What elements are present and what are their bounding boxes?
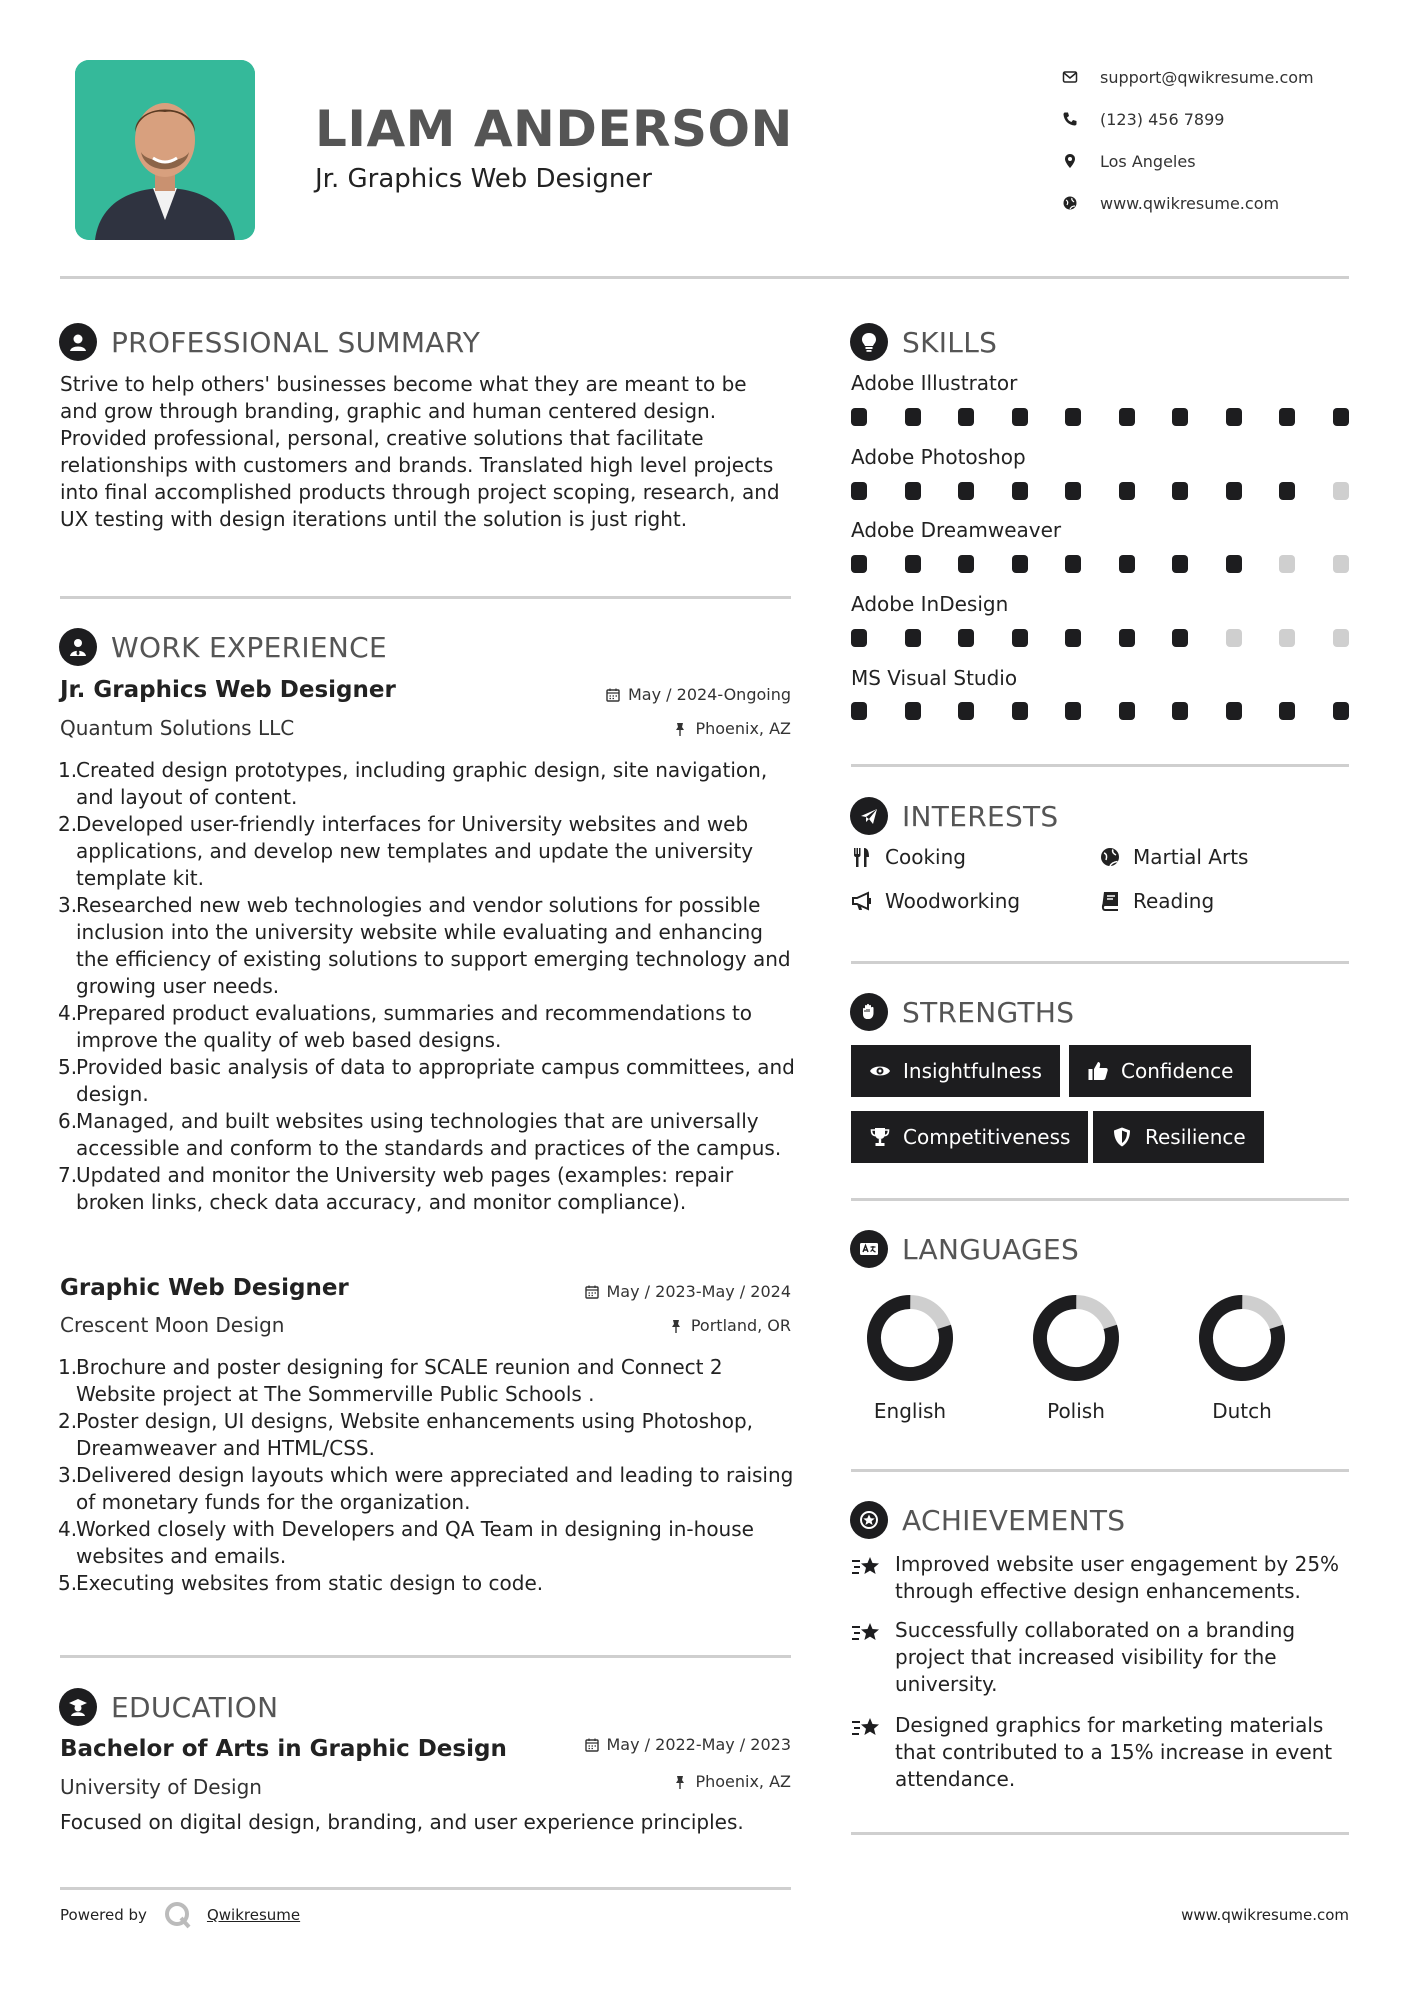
education-heading bbox=[59, 1688, 278, 1726]
profile-photo bbox=[75, 60, 255, 240]
rating-dot-empty bbox=[1333, 629, 1349, 647]
rating-dot-filled bbox=[1065, 482, 1081, 500]
achievement-item: Successfully collaborated on a branding project that increased visibility for the university. bbox=[851, 1617, 1349, 1698]
contact-list bbox=[1062, 56, 1362, 224]
strength-insightfulness: Insightfulness bbox=[851, 1045, 1060, 1097]
rating-dot-filled bbox=[905, 702, 921, 720]
rating-dot-filled bbox=[958, 408, 974, 426]
list-item: 5. Executing websites from static design to code. bbox=[58, 1571, 544, 1595]
interest-cooking: Cooking bbox=[851, 845, 966, 869]
strength-competitiveness: Competitiveness bbox=[851, 1111, 1088, 1163]
education-date-text: May / 2022-May / 2023 bbox=[606, 1735, 791, 1754]
rating-dot-filled bbox=[1012, 408, 1028, 426]
rating-dot-empty bbox=[1279, 629, 1295, 647]
shooting-star-icon bbox=[851, 1714, 883, 1742]
bullhorn-icon bbox=[851, 890, 873, 912]
ring-fill bbox=[1031, 1293, 1121, 1383]
calendar-icon bbox=[585, 1285, 599, 1299]
powered-by-label: Powered by bbox=[60, 1906, 147, 1924]
achievements-heading bbox=[850, 1501, 1125, 1539]
pushpin-icon bbox=[673, 1775, 687, 1789]
list-item: 2. Developed user-friendly interfaces for University websites and web applications, and develop new templates and update the university template kit. bbox=[58, 812, 754, 890]
book-icon bbox=[1099, 890, 1121, 912]
rating-dot-filled bbox=[1226, 702, 1242, 720]
footer-powered-by bbox=[60, 1900, 300, 1930]
skill-rating-visual-studio bbox=[851, 702, 1349, 720]
summary-divider bbox=[60, 596, 791, 599]
list-item: 2. Poster design, UI designs, Website enhancements using Photoshop, Dreamweaver and HTML/CSS. bbox=[58, 1409, 754, 1460]
rating-dot-filled bbox=[1065, 555, 1081, 573]
job-1-title: Jr. Graphics Web Designer bbox=[60, 677, 396, 703]
languages-title: LANGUAGES bbox=[902, 1232, 1080, 1266]
languages-divider bbox=[851, 1469, 1349, 1472]
language-name: Dutch bbox=[1212, 1399, 1272, 1423]
work-heading bbox=[59, 628, 387, 666]
rating-dot-filled bbox=[1172, 629, 1188, 647]
education-date bbox=[585, 1735, 792, 1754]
list-item: 5. Provided basic analysis of data to appropriate campus committees, and design. bbox=[58, 1055, 795, 1106]
list-item: 6. Managed, and built websites using technologies that are universally accessible and conform to the standards and practices of the campus. bbox=[58, 1109, 782, 1160]
skill-rating-photoshop bbox=[851, 482, 1349, 500]
achievements-divider bbox=[851, 1832, 1349, 1835]
rating-dot-filled bbox=[1119, 408, 1135, 426]
candidate-role: Jr. Graphics Web Designer bbox=[315, 164, 652, 194]
summary-text: Strive to help others' businesses become what they are meant to be and grow through branding, graphic and human centered design. Provided professional, personal, creative solutions that facilitate relationships with customers and brands. Translated high level projects into final accomplished products through project scoping, research, and UX testing with design iterations until the solution is just right. bbox=[60, 372, 780, 531]
interest-woodworking: Woodworking bbox=[851, 889, 1020, 913]
education-location-text: Phoenix, AZ bbox=[695, 1772, 791, 1791]
contact-location-text: Los Angeles bbox=[1100, 151, 1196, 171]
rating-dot-filled bbox=[958, 555, 974, 573]
job-1-location bbox=[673, 719, 791, 738]
skill-name: Adobe InDesign bbox=[851, 592, 1009, 616]
job-1-date-text: May / 2024-Ongoing bbox=[628, 685, 791, 704]
pushpin-icon bbox=[673, 722, 687, 736]
interests-title: INTERESTS bbox=[902, 799, 1059, 833]
qwikresume-link[interactable]: Qwikresume bbox=[206, 1906, 301, 1924]
rating-dot-empty bbox=[1333, 555, 1349, 573]
job-1-duties bbox=[58, 757, 798, 1216]
rating-dot-filled bbox=[1012, 482, 1028, 500]
language-name: English bbox=[873, 1399, 947, 1423]
skills-divider bbox=[851, 764, 1349, 767]
phone-icon bbox=[1062, 111, 1100, 127]
trophy-icon bbox=[869, 1126, 891, 1148]
education-school: University of Design bbox=[60, 1775, 262, 1799]
rating-dot-filled bbox=[1172, 555, 1188, 573]
achievement-item: Designed graphics for marketing materials that contributed to a 15% increase in event attendance. bbox=[851, 1712, 1349, 1793]
education-location bbox=[673, 1772, 791, 1791]
strength-resilience: Resilience bbox=[1093, 1111, 1264, 1163]
skills-heading bbox=[850, 323, 997, 361]
pushpin-icon bbox=[669, 1319, 683, 1333]
header-divider bbox=[60, 276, 1349, 279]
rating-dot-filled bbox=[851, 629, 867, 647]
work-title: WORK EXPERIENCE bbox=[111, 630, 387, 664]
skill-name: Adobe Illustrator bbox=[851, 371, 1018, 395]
rating-dot-filled bbox=[1012, 555, 1028, 573]
interest-reading: Reading bbox=[1099, 889, 1214, 913]
summary-title: PROFESSIONAL SUMMARY bbox=[111, 325, 481, 359]
skill-rating-indesign bbox=[851, 629, 1349, 647]
rating-dot-filled bbox=[1172, 482, 1188, 500]
rating-dot-filled bbox=[1333, 702, 1349, 720]
list-item: 4. Worked closely with Developers and QA Team in designing in-house websites and emails. bbox=[58, 1517, 754, 1568]
user-icon bbox=[59, 323, 97, 361]
language-dutch bbox=[1182, 1293, 1302, 1423]
job-2-location-text: Portland, OR bbox=[690, 1316, 791, 1335]
envelope-icon bbox=[1062, 69, 1100, 85]
rating-dot-filled bbox=[1226, 408, 1242, 426]
job-2-location bbox=[669, 1316, 791, 1335]
list-item: 3. Researched new web technologies and vendor solutions for possible inclusion into the university website while evaluating and enhancing the efficiency of existing solutions to support emerging technology and growing user needs. bbox=[58, 893, 791, 998]
qwikresume-logo-icon bbox=[163, 1900, 193, 1930]
rating-dot-filled bbox=[958, 629, 974, 647]
rating-dot-filled bbox=[905, 482, 921, 500]
rating-dot-filled bbox=[1172, 702, 1188, 720]
rating-dot-filled bbox=[851, 408, 867, 426]
rating-dot-filled bbox=[905, 408, 921, 426]
skills-title: SKILLS bbox=[902, 325, 998, 359]
job-2-date-text: May / 2023-May / 2024 bbox=[606, 1282, 791, 1301]
rating-dot-filled bbox=[1333, 408, 1349, 426]
calendar-icon bbox=[606, 688, 620, 702]
paper-plane-icon bbox=[850, 797, 888, 835]
proficiency-ring bbox=[865, 1293, 955, 1383]
interests-heading bbox=[850, 797, 1059, 835]
thumbs-up-icon bbox=[1087, 1060, 1109, 1082]
strengths-title: STRENGTHS bbox=[902, 995, 1075, 1029]
candidate-name: LIAM ANDERSON bbox=[315, 100, 793, 158]
job-1-location-text: Phoenix, AZ bbox=[695, 719, 791, 738]
rating-dot-filled bbox=[905, 629, 921, 647]
shooting-star-icon bbox=[851, 1619, 883, 1647]
job-2-date bbox=[585, 1282, 792, 1301]
language-name: Polish bbox=[1047, 1399, 1105, 1423]
strengths-heading bbox=[850, 993, 1074, 1031]
language-english bbox=[850, 1293, 970, 1423]
job-1-company: Quantum Solutions LLC bbox=[60, 716, 295, 740]
skill-rating-dreamweaver bbox=[851, 555, 1349, 573]
rating-dot-filled bbox=[1012, 629, 1028, 647]
skill-name: Adobe Photoshop bbox=[851, 445, 1026, 469]
contact-phone[interactable] bbox=[1062, 98, 1362, 140]
graduate-icon bbox=[59, 1688, 97, 1726]
rating-dot-filled bbox=[1172, 408, 1188, 426]
rating-dot-filled bbox=[958, 482, 974, 500]
contact-phone-text: (123) 456 7899 bbox=[1100, 109, 1225, 129]
achievements-title: ACHIEVEMENTS bbox=[902, 1503, 1126, 1537]
rating-dot-filled bbox=[851, 702, 867, 720]
interests-divider bbox=[851, 961, 1349, 964]
rating-dot-filled bbox=[1226, 482, 1242, 500]
education-description: Focused on digital design, branding, and user experience principles. bbox=[60, 1810, 744, 1834]
contact-location bbox=[1062, 140, 1362, 182]
strengths-divider bbox=[851, 1198, 1349, 1201]
rating-dot-filled bbox=[851, 482, 867, 500]
list-item: 3. Delivered design layouts which were appreciated and leading to raising of monetary funds for the organization. bbox=[58, 1463, 794, 1514]
list-item: 1. Created design prototypes, including graphic design, site navigation, and layout of content. bbox=[58, 758, 768, 809]
skill-name: MS Visual Studio bbox=[851, 666, 1018, 690]
contact-website-text: www.qwikresume.com bbox=[1100, 193, 1280, 213]
rating-dot-filled bbox=[958, 702, 974, 720]
skill-rating-illustrator bbox=[851, 408, 1349, 426]
rating-dot-filled bbox=[1119, 629, 1135, 647]
interest-martial-arts: Martial Arts bbox=[1099, 845, 1248, 869]
fist-icon bbox=[850, 993, 888, 1031]
proficiency-ring bbox=[1197, 1293, 1287, 1383]
job-2-duties bbox=[58, 1354, 798, 1597]
education-title: EDUCATION bbox=[111, 1690, 279, 1724]
proficiency-ring bbox=[1031, 1293, 1121, 1383]
list-item: 4. Prepared product evaluations, summaries and recommendations to improve the quality of web based designs. bbox=[58, 1001, 753, 1052]
utensils-icon bbox=[851, 846, 873, 868]
language-polish bbox=[1016, 1293, 1136, 1423]
footer-url[interactable]: www.qwikresume.com bbox=[1181, 1906, 1349, 1924]
languages-heading bbox=[850, 1230, 1079, 1268]
job-2-title: Graphic Web Designer bbox=[60, 1275, 349, 1301]
lightbulb-icon bbox=[850, 323, 888, 361]
ring-fill bbox=[865, 1293, 955, 1383]
strength-confidence: Confidence bbox=[1069, 1045, 1251, 1097]
rating-dot-filled bbox=[1065, 702, 1081, 720]
rating-dot-filled bbox=[1119, 702, 1135, 720]
user-tie-icon bbox=[59, 628, 97, 666]
rating-dot-filled bbox=[1065, 408, 1081, 426]
rating-dot-filled bbox=[1119, 555, 1135, 573]
eye-icon bbox=[869, 1060, 891, 1082]
list-item: 7. Updated and monitor the University web pages (examples: repair broken links, check data accuracy, and monitor compliance). bbox=[58, 1163, 734, 1214]
calendar-icon bbox=[585, 1738, 599, 1752]
job-2-company: Crescent Moon Design bbox=[60, 1313, 285, 1337]
shield-icon bbox=[1111, 1126, 1133, 1148]
rating-dot-filled bbox=[1226, 555, 1242, 573]
rating-dot-empty bbox=[1279, 555, 1295, 573]
rating-dot-filled bbox=[1279, 482, 1295, 500]
shooting-star-icon bbox=[851, 1553, 883, 1581]
work-divider bbox=[60, 1655, 791, 1658]
rating-dot-filled bbox=[1279, 408, 1295, 426]
rating-dot-filled bbox=[851, 555, 867, 573]
rating-dot-empty bbox=[1333, 482, 1349, 500]
rating-dot-empty bbox=[1226, 629, 1242, 647]
globe-icon bbox=[1099, 846, 1121, 868]
footer-divider bbox=[60, 1887, 791, 1890]
skill-name: Adobe Dreamweaver bbox=[851, 518, 1062, 542]
achievement-item: Improved website user engagement by 25% through effective design enhancements. bbox=[851, 1551, 1349, 1605]
rating-dot-filled bbox=[1279, 702, 1295, 720]
ring-fill bbox=[1197, 1293, 1287, 1383]
rating-dot-filled bbox=[1012, 702, 1028, 720]
education-degree: Bachelor of Arts in Graphic Design bbox=[60, 1736, 507, 1762]
rating-dot-filled bbox=[1119, 482, 1135, 500]
globe-icon bbox=[1062, 195, 1100, 211]
map-pin-icon bbox=[1062, 153, 1100, 169]
star-badge-icon bbox=[850, 1501, 888, 1539]
list-item: 1. Brochure and poster designing for SCALE reunion and Connect 2 Website project at The Sommerville Public Schools . bbox=[58, 1355, 723, 1406]
job-1-date bbox=[606, 685, 791, 704]
rating-dot-filled bbox=[905, 555, 921, 573]
contact-website[interactable] bbox=[1062, 182, 1362, 224]
contact-email-text: support@qwikresume.com bbox=[1100, 67, 1314, 87]
summary-heading bbox=[59, 323, 480, 361]
contact-email[interactable] bbox=[1062, 56, 1362, 98]
rating-dot-filled bbox=[1065, 629, 1081, 647]
language-icon bbox=[850, 1230, 888, 1268]
